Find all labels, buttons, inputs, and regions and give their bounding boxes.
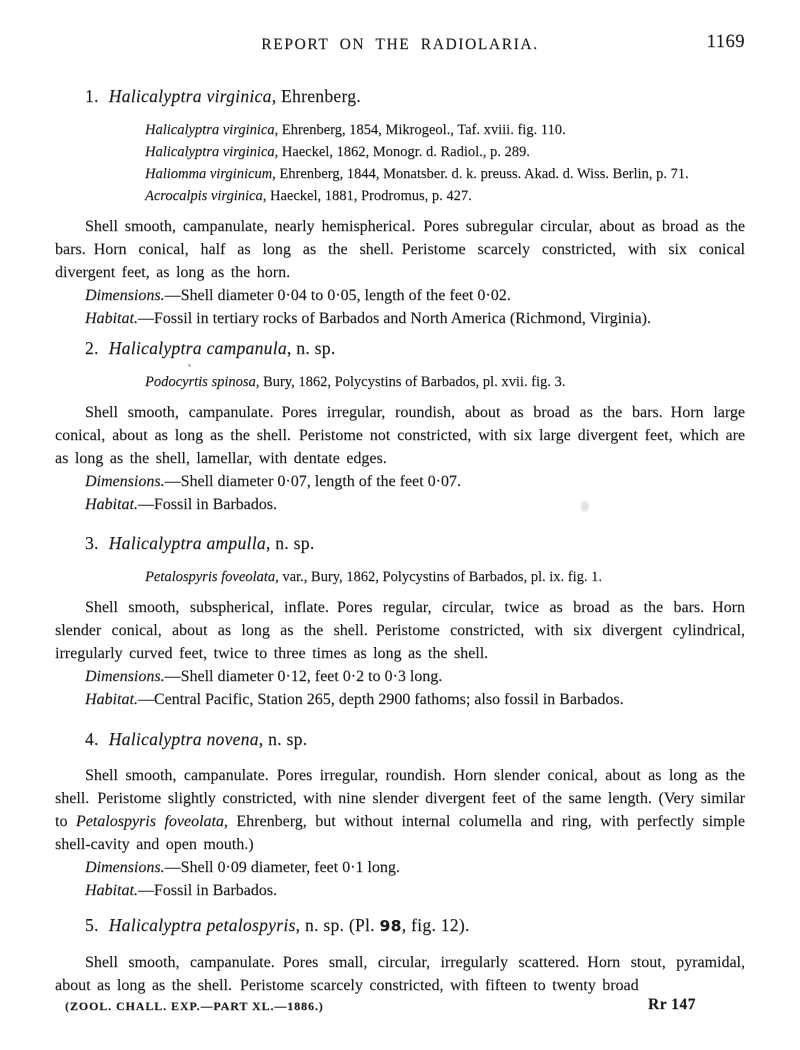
species-description	[55, 951, 745, 997]
plate-number: 98	[379, 917, 402, 935]
synonym-citation: , Bury, 1862, Polycystins of Barbados, pl. xvii. fig. 3.	[255, 374, 566, 390]
synonym-citation: , var., Bury, 1862, Polycystins of Barbados, pl. ix. fig. 1.	[275, 569, 602, 585]
species-heading-rest: , n. sp.	[265, 533, 315, 553]
species-entry-4	[55, 727, 745, 902]
running-head-row	[55, 36, 745, 54]
synonym-name: Haliomma virginicum	[145, 166, 273, 182]
dimensions-label: Dimensions.	[85, 668, 165, 685]
species-entry-2	[55, 336, 745, 516]
species-heading	[85, 727, 745, 751]
habitat-line	[55, 879, 745, 902]
species-heading-rest: , fig. 12).	[401, 915, 470, 935]
habitat-value: —Central Pacific, Station 265, depth 2900 fathoms; also fossil in Barbados.	[137, 691, 624, 708]
description-text: Shell smooth, campanulate. Pores irregular, roundish, about as broad as the bars. Horn large conical, about as long as the shell. Peristome not constricted, with six large divergent feet, which are as long as the shell, lamellar, with dentate edges.	[55, 404, 745, 467]
synonym-entry	[145, 119, 745, 141]
synonym-name: Acrocalpis virginica	[145, 188, 263, 204]
dimensions-label: Dimensions.	[85, 859, 165, 876]
running-head-title: REPORT ON THE RADIOLARIA.	[261, 36, 539, 53]
species-heading-rest: , n. sp.	[258, 729, 308, 749]
description-text: Shell smooth, campanulate, nearly hemispherical. Pores subregular circular, about as broad as the bars. Horn conical, half as long as the shell. Peristome scarcely constricted, with six conical divergent feet, as long as the horn.	[55, 218, 745, 281]
species-heading-rest: , n. sp. (Pl.	[295, 915, 380, 935]
synonym-citation: , Haeckel, 1881, Prodromus, p. 427.	[262, 188, 472, 204]
dimensions-value: —Shell diameter 0·04 to 0·05, length of the feet 0·02.	[164, 287, 511, 304]
species-name: Halicalyptra petalospyris	[108, 915, 296, 935]
habitat-line	[55, 688, 745, 711]
species-number: 3.	[85, 533, 99, 553]
species-number: 5.	[85, 915, 99, 935]
species-name: Halicalyptra campanula	[108, 338, 287, 358]
dimensions-line	[55, 856, 745, 879]
synonym-entry	[145, 371, 745, 393]
dimensions-line	[55, 665, 745, 688]
species-entry-5	[55, 913, 745, 997]
synonym-name: Petalospyris foveolata	[145, 569, 276, 585]
scan-artifact-dot	[188, 364, 191, 367]
synonym-name: Halicalyptra virginica	[145, 144, 275, 160]
synonymy-list	[145, 566, 745, 588]
habitat-line	[55, 493, 745, 516]
habitat-value: —Fossil in Barbados.	[137, 496, 278, 513]
species-description	[55, 401, 745, 470]
species-heading-rest: , n. sp.	[286, 338, 336, 358]
dimensions-value: —Shell diameter 0·12, feet 0·2 to 0·3 long.	[164, 668, 443, 685]
species-name: Halicalyptra novena	[108, 729, 259, 749]
species-entry-1	[55, 84, 745, 330]
habitat-label: Habitat.	[85, 310, 138, 327]
species-name: Halicalyptra ampulla	[108, 533, 266, 553]
footer-sheet-mark: Rr 147	[648, 996, 696, 1013]
dimensions-value: —Shell 0·09 diameter, feet 0·1 long.	[164, 859, 400, 876]
species-heading	[85, 84, 745, 108]
dimensions-value: —Shell diameter 0·07, length of the feet 0·07.	[164, 473, 461, 490]
habitat-value: —Fossil in tertiary rocks of Barbados and North America (Richmond, Virginia).	[137, 310, 651, 327]
description-text: Shell smooth, campanulate. Pores irregular, roundish. Horn slender conical, about as long as the shell. Peristome slightly constricted, with nine slender divergent feet of the same length. (Very similar to	[55, 767, 745, 830]
synonym-citation: , Ehrenberg, 1854, Mikrogeol., Taf. xviii. fig. 110.	[274, 122, 566, 138]
description-text: , Ehrenberg, but without internal columella and ring, with perfectly simple shell-cavity and open mouth.)	[55, 813, 746, 853]
synonym-entry	[145, 566, 745, 588]
synonym-name: Podocyrtis spinosa	[145, 374, 256, 390]
species-number: 1.	[85, 86, 99, 106]
description-italic-name: Petalospyris foveolata	[75, 813, 224, 830]
species-name: Halicalyptra virginica	[108, 86, 272, 106]
species-description	[55, 215, 745, 284]
synonym-entry	[145, 185, 745, 207]
species-heading	[85, 336, 745, 360]
species-entry-3	[55, 531, 745, 711]
scan-artifact-smudge	[581, 501, 589, 512]
description-text: Shell smooth, subspherical, inflate. Pores regular, circular, twice as broad as the bars. Horn slender conical, about as long as the shell. Peristome constricted, with six divergent cylindrical, irregularly curved feet, twice to three times as long as the shell.	[55, 599, 745, 662]
synonym-entry	[145, 163, 745, 185]
dimensions-line	[55, 284, 745, 307]
species-heading	[85, 531, 745, 555]
synonym-citation: , Ehrenberg, 1844, Monatsber. d. k. preuss. Akad. d. Wiss. Berlin, p. 71.	[272, 166, 689, 182]
habitat-label: Habitat.	[85, 691, 138, 708]
species-heading-rest: , Ehrenberg.	[271, 86, 361, 106]
dimensions-line	[55, 470, 745, 493]
synonymy-list	[145, 119, 745, 207]
synonym-name: Halicalyptra virginica	[145, 122, 275, 138]
synonymy-list	[145, 371, 745, 393]
species-number: 2.	[85, 338, 99, 358]
footer-signature: (ZOOL. CHALL. EXP.—PART XL.—1886.)	[65, 999, 324, 1013]
species-description	[55, 764, 745, 856]
dimensions-label: Dimensions.	[85, 473, 165, 490]
habitat-label: Habitat.	[85, 496, 138, 513]
synonym-entry	[145, 141, 745, 163]
page-number: 1169	[706, 32, 745, 52]
species-heading	[85, 913, 745, 938]
synonym-citation: , Haeckel, 1862, Monogr. d. Radiol., p. 289.	[274, 144, 530, 160]
habitat-line	[55, 307, 745, 330]
dimensions-label: Dimensions.	[85, 287, 165, 304]
habitat-label: Habitat.	[85, 882, 138, 899]
species-description	[55, 596, 745, 665]
species-number: 4.	[85, 729, 99, 749]
description-text: Shell smooth, campanulate. Pores small, circular, irregularly scattered. Horn stout, pyramidal, about as long as the shell. Peristome scarcely constricted, with fifteen to twenty broad	[55, 954, 745, 994]
habitat-value: —Fossil in Barbados.	[137, 882, 278, 899]
